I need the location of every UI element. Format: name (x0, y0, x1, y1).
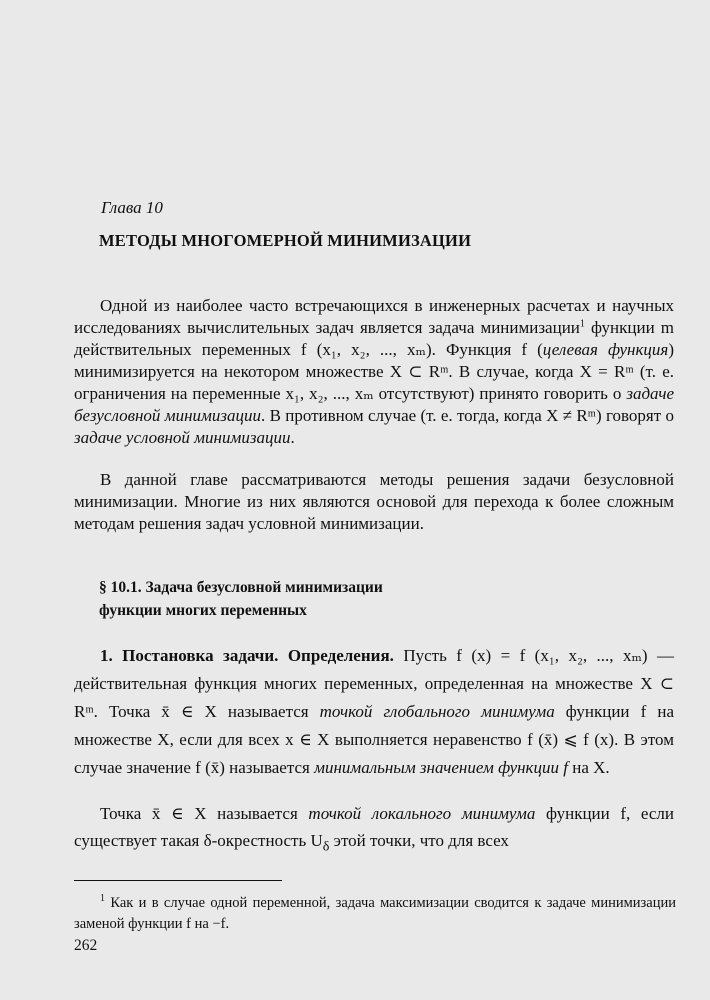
chapter-title: МЕТОДЫ МНОГОМЕРНОЙ МИНИМИЗАЦИИ (99, 231, 472, 250)
section-heading-line-2: функции многих переменных (99, 602, 307, 619)
page-number: 262 (74, 937, 98, 954)
section-heading-line-1: § 10.1. Задача безусловной минимизации (99, 579, 383, 596)
section-heading (99, 576, 383, 622)
footnote-mark: 1 (100, 893, 105, 905)
footnote: $^1$ Как и в случае одной переменной, задача максимизации сводится к задаче минимизации заменой функции f на −f. (74, 893, 676, 932)
footnote-divider (74, 880, 282, 881)
intro-paragraph-2: В данной главе рассматриваются методы решения задачи безусловной минимизации. Многие из них являются основой для перехода к более сложным методам решения задач условной минимизации. (74, 470, 674, 533)
footnote-ref: 1 (579, 318, 585, 330)
intro-paragraph-1: Одной из наиболее часто встречающихся в инженерных расчетах и научных исследованиях вычислительных задач является задача минимизации$^1$ функции m действительных переменных f (x₁, x₂, ..., xₘ). Функция f (целевая функция) минимизируется на некотором множестве X ⊂ Rᵐ. В случае, когда X = Rᵐ (т. е. ограничения на переменные x₁, x₂, ..., xₘ отсутствуют) принято говорить о задаче безусловной минимизации. В противном случае (т. е. тогда, когда X ≠ Rᵐ) говорят о задаче условной минимизации. (74, 296, 675, 447)
subsection-heading: 1. Постановка задачи. Определения. (100, 646, 394, 665)
chapter-label: Глава 10 (101, 198, 163, 217)
definition-paragraph: 1. Постановка задачи. Определения. Пусть f (x) = f (x₁, x₂, ..., xₘ) — действительная функция многих переменных, определенная на множестве X ⊂ Rᵐ. Точка x̄ ∈ X называется точкой глобального минимума функции f на множестве X, если для всех x ∈ X выполняется неравенство f (x̄) ⩽ f (x). В этом случае значение f (x̄) называется минимальным значением функции f на X. (74, 646, 674, 777)
local-minimum-paragraph: Точка x̄ ∈ X называется точкой локального минимума функции f, если существует такая δ-окрестность $U_\delta$ этой точки, что для всех (74, 804, 675, 855)
